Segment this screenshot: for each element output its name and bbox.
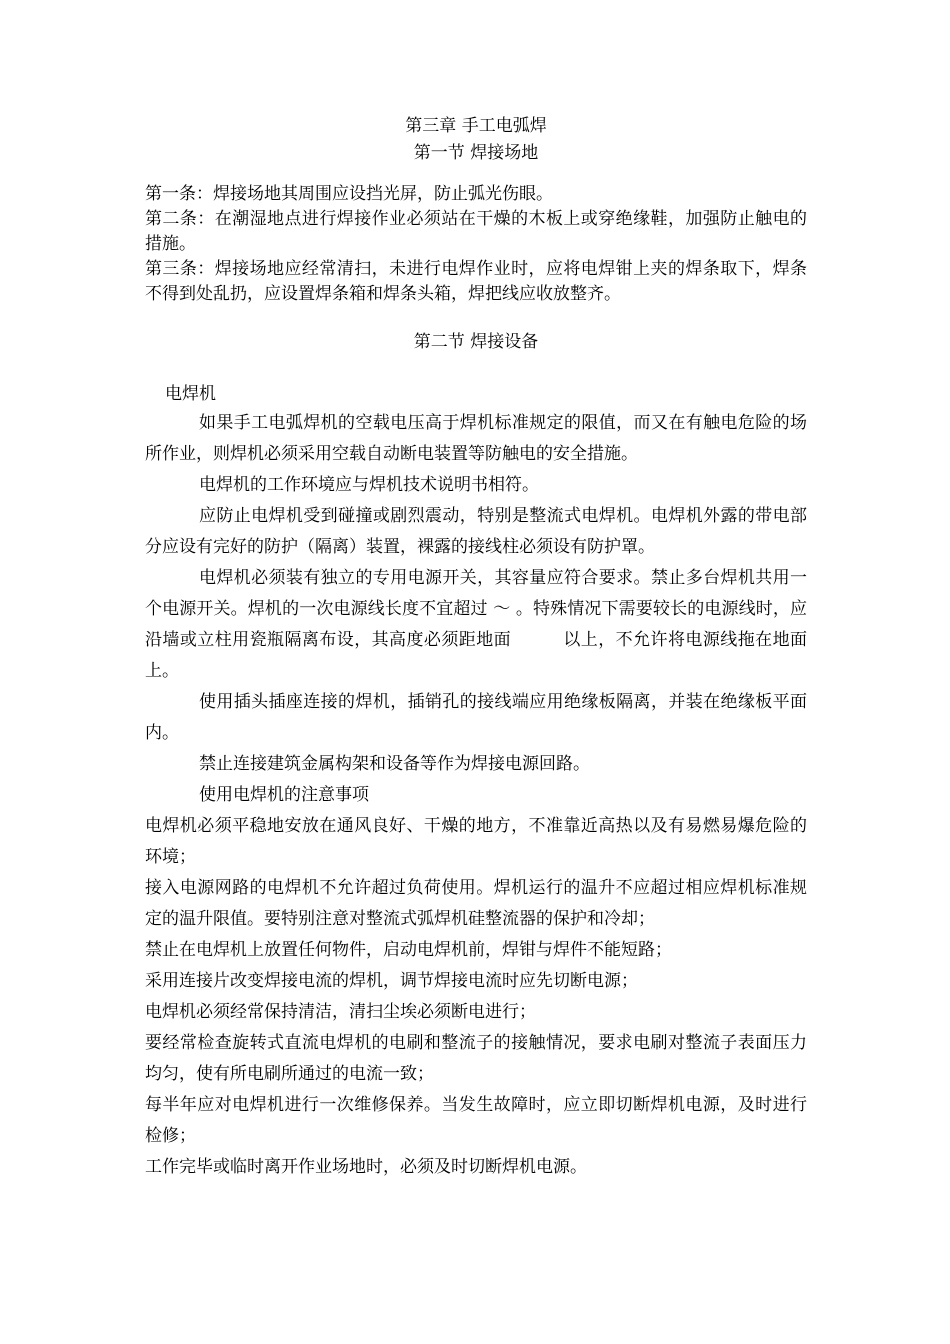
precaution-item: 电焊机必须经常保持清洁，清扫尘埃必须断电进行；: [145, 1002, 536, 1022]
welder-paragraphs: [145, 408, 807, 811]
paragraph-no-load-voltage: 如果手工电弧焊机的空载电压高于焊机标准规定的限值，而又在有触电危险的场所作业，则焊机必须采用空载自动断电装置等防触电的安全措施。: [145, 413, 807, 464]
paragraph-precautions-heading: 使用电焊机的注意事项: [199, 785, 369, 805]
precautions-list: [145, 811, 807, 1183]
paragraph-protection: 应防止电焊机受到碰撞或剧烈震动，特别是整流式电焊机。电焊机外露的带电部分应设有完好的防护（隔离）装置，裸露的接线柱必须设有防护罩。: [145, 506, 807, 557]
article-3: 第三条：焊接场地应经常清扫，未进行电焊作业时，应将电焊钳上夹的焊条取下，焊条不得到处乱扔，应设置焊条箱和焊条头箱，焊把线应收放整齐。: [145, 259, 807, 304]
precaution-item: 接入电源网路的电焊机不允许超过负荷使用。焊机运行的温升不应超过相应焊机标准规定的温升限值。要特别注意对整流式弧焊机硅整流器的保护和冷却；: [145, 878, 807, 929]
precaution-item: 采用连接片改变焊接电流的焊机，调节焊接电流时应先切断电源；: [145, 971, 638, 991]
section1-title: 第一节 焊接场地: [413, 143, 539, 163]
spacer: [145, 167, 807, 182]
section2-title: 第二节 焊接设备: [413, 332, 539, 352]
chapter-title: 第三章 手工电弧焊: [405, 116, 547, 136]
paragraph-no-building-return: 禁止连接建筑金属构架和设备等作为焊接电源回路。: [199, 754, 590, 774]
paragraph-power-switch: 电焊机必须装有独立的专用电源开关，其容量应符合要求。禁止多台焊机共用一个电源开关。焊机的一次电源线长度不宜超过 ～ 。特殊情况下需要较长的电源线时，应沿墙或立柱用瓷瓶隔离布设，其高度必须距地面 以上，不允许将电源线拖在地面上。: [145, 568, 807, 681]
article-1: 第一条：焊接场地其周围应设挡光屏，防止弧光伤眼。: [145, 184, 553, 204]
precaution-item: 禁止在电焊机上放置任何物件，启动电焊机前，焊钳与焊件不能短路；: [145, 940, 672, 960]
article-2: 第二条：在潮湿地点进行焊接作业必须站在干燥的木板上或穿绝缘鞋，加强防止触电的措施。: [145, 209, 807, 254]
precaution-item: 工作完毕或临时离开作业场地时，必须及时切断焊机电源。: [145, 1157, 587, 1177]
paragraph-environment: 电焊机的工作环境应与焊机技术说明书相符。: [199, 475, 539, 495]
precaution-item: 每半年应对电焊机进行一次维修保养。当发生故障时，应立即切断焊机电源，及时进行检修；: [145, 1095, 807, 1146]
document-content: [145, 113, 807, 1183]
welder-subheading: 电焊机: [165, 384, 216, 404]
precaution-item: 要经常检查旋转式直流电焊机的电刷和整流子的接触情况，要求电刷对整流子表面压力均匀，使有所电刷所通过的电流一致；: [145, 1033, 807, 1084]
section1-articles: [145, 182, 807, 307]
paragraph-plug-socket: 使用插头插座连接的焊机，插销孔的接线端应用绝缘板隔离，并装在绝缘板平面内。: [145, 692, 807, 743]
precaution-item: 电焊机必须平稳地安放在通风良好、干燥的地方，不准靠近高热以及有易燃易爆危险的环境；: [145, 816, 807, 867]
